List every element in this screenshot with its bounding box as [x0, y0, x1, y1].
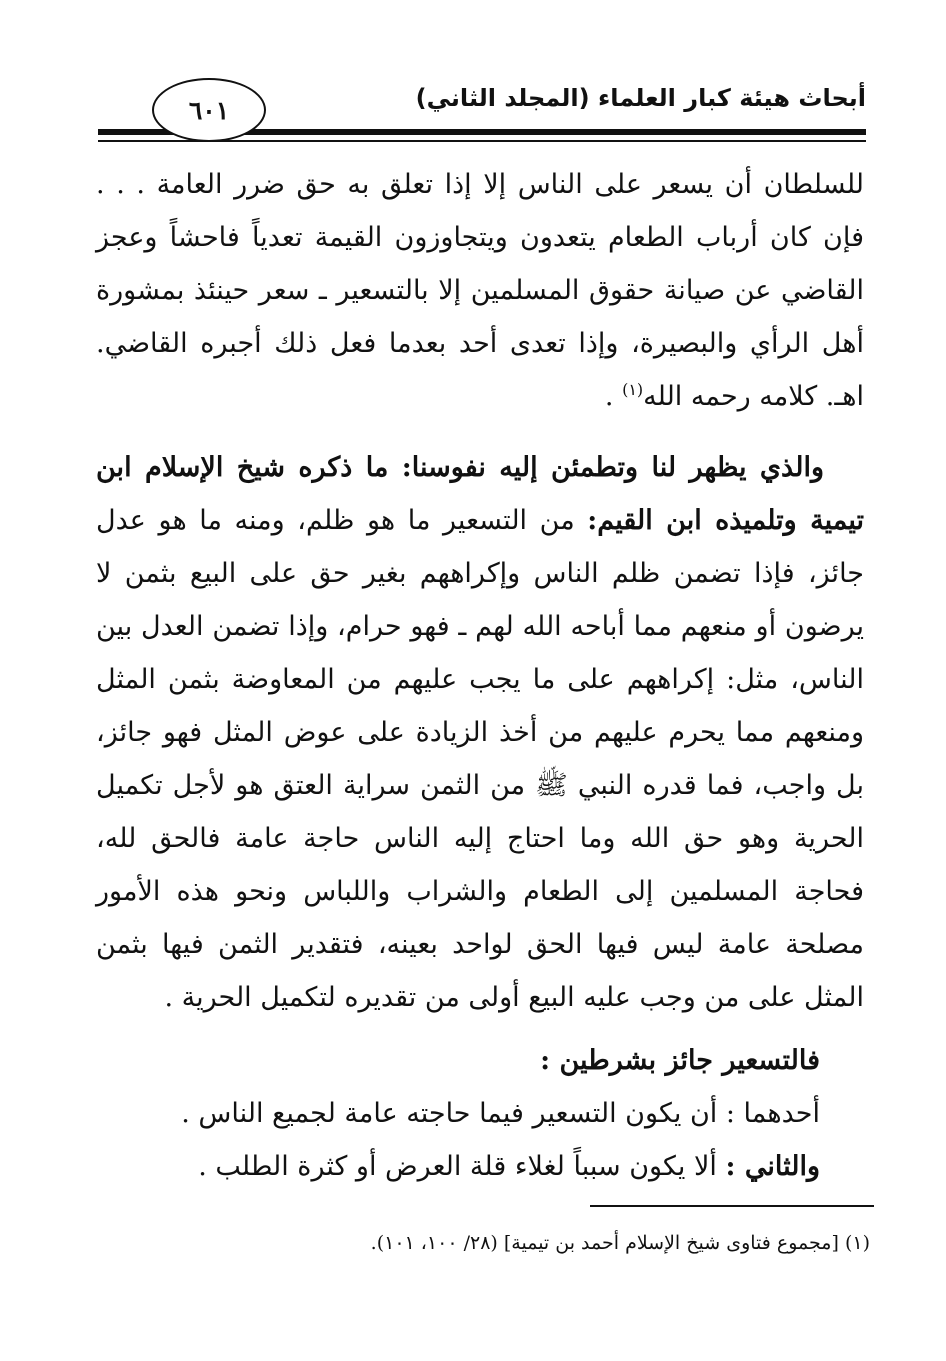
condition-1: [96, 1087, 864, 1140]
condition-2-label: والثاني :: [725, 1151, 820, 1182]
condition-1-label: أحدهما :: [725, 1098, 820, 1129]
paragraph-2-text: من التسعير ما هو ظلم، ومنه ما هو عدل جائز، فإذا تضمن ظلم الناس وإكراههم بغير حق على البيع بثمن لا يرضون أو منعهم مما أباحه الله لهم ـ فهو حرام، وإذا تضمن العدل بين الناس، مثل: إكراههم على ما يجب عليهم من المعاوضة بثمن المثل ومنعهم مما يحرم عليهم من أخذ الزيادة على عوض المثل فهو جائز، بل واجب، فما قدره النبي ﷺ من الثمن سراية العتق هو لأجل تكميل الحرية وهو حق الله وما احتاج إليه الناس حاجة عامة فالحق لله، فحاجة المسلمين إلى الطعام والشراب واللباس ونحو هذه الأمور مصلحة عامة ليس فيها الحق لواحد بعينه، فتقدير الثمن فيها بثمن المثل على من وجب عليه البيع أولى من تقديره لتكميل الحرية .: [96, 505, 864, 1013]
footnote-separator: [590, 1205, 874, 1207]
running-header-title: أبحاث هيئة كبار العلماء (المجلد الثاني): [415, 84, 866, 112]
footnote-number: (١): [844, 1232, 870, 1254]
condition-2: [96, 1140, 864, 1193]
body-text: [96, 158, 864, 1193]
footnote: [371, 1232, 870, 1254]
conditions-title: فالتسعير جائز بشرطين :: [540, 1045, 820, 1076]
paragraph-1-end: .: [604, 381, 614, 412]
paragraph-2: [96, 441, 864, 1024]
page-number: ٦٠١: [188, 95, 230, 125]
footnote-ref-1: (١): [622, 380, 644, 399]
condition-1-text: أن يكون التسعير فيما حاجته عامة لجميع الناس .: [181, 1098, 718, 1129]
paragraph-1-text: للسلطان أن يسعر على الناس إلا إذا تعلق به حق ضرر العامة . . . فإن كان أرباب الطعام يتعدون ويتجاوزون القيمة تعدياً فاحشاً وعجز القاضي عن صيانة حقوق المسلمين إلا بالتسعير ـ سعر حينئذ بمشورة أهل الرأي والبصيرة، وإذا تعدى أحد بعدما فعل ذلك أجبره القاضي. اهـ. كلامه رحمه الله: [96, 169, 864, 412]
paragraph-2-bold-lead: والذي يظهر لنا وتطمئن إليه نفوسنا: ما ذكره شيخ الإسلام ابن تيمية وتلميذه ابن القيم:: [96, 452, 864, 536]
page-number-oval: [152, 78, 266, 142]
condition-2-text: ألا يكون سبباً لغلاء قلة العرض أو كثرة الطلب .: [198, 1151, 717, 1182]
paragraph-1: [96, 158, 864, 423]
footnote-text: [مجموع فتاوى شيخ الإسلام أحمد بن تيمية] (٢٨/ ١٠٠، ١٠١).: [370, 1232, 839, 1254]
